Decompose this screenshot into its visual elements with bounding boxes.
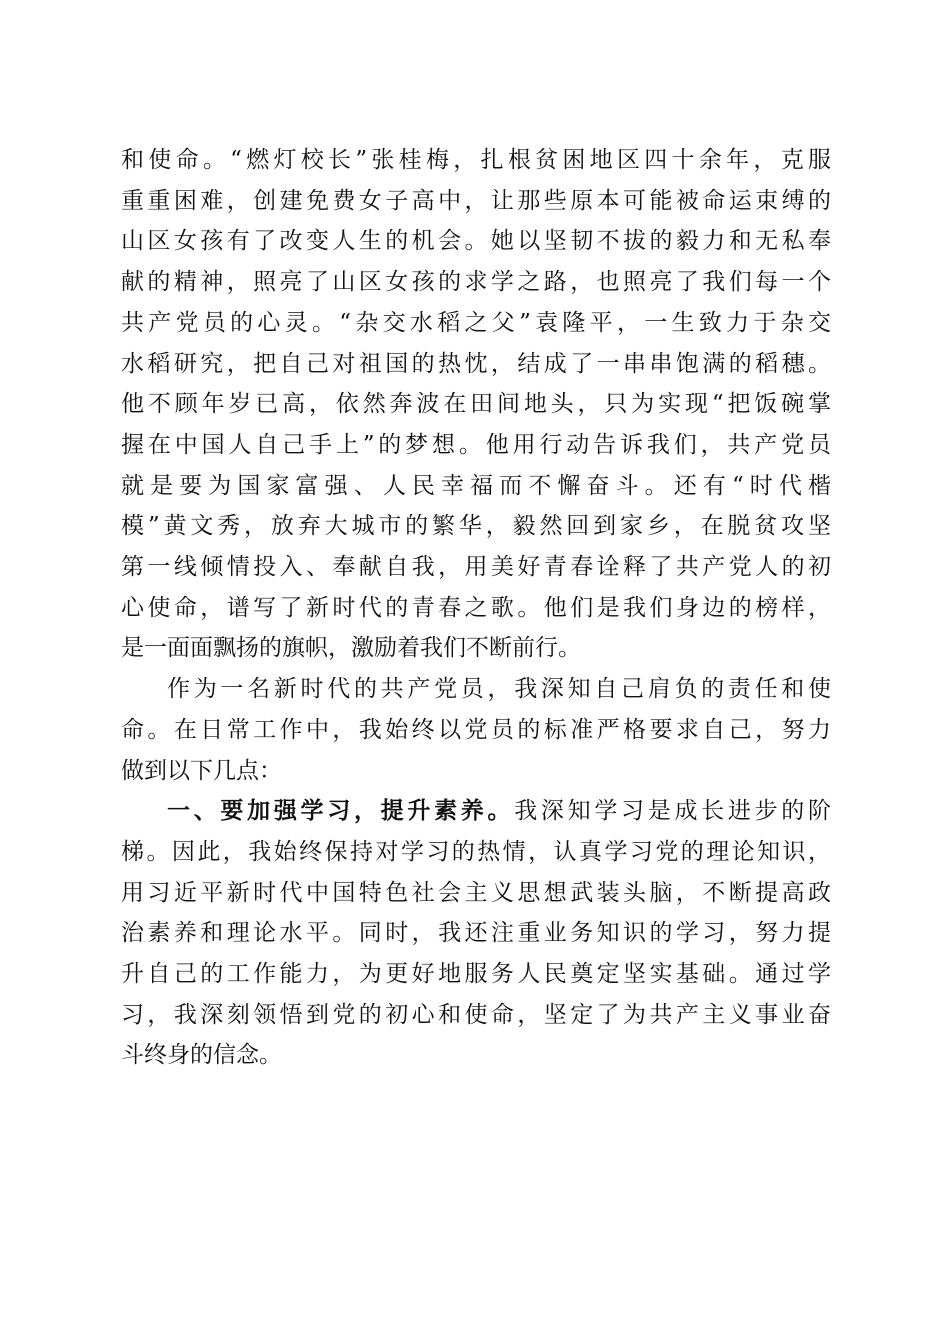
text-line: 他不顾年岁已高，依然奔波在田间地头，只为实现“把饭碗掌 (121, 391, 831, 418)
text-line: 治素养和理论水平。同时，我还注重业务知识的学习，努力提 (121, 920, 831, 947)
text-line: 共产党员的心灵。“杂交水稻之父”袁隆平，一生致力于杂交 (121, 309, 831, 336)
text-line: 作为一名新时代的共产党员，我深知自己肩负的责任和使 (167, 676, 831, 703)
text-line: 水稻研究，把自己对祖国的热忱，结成了一串串饱满的稻穗。 (121, 350, 831, 377)
text-line: 就是要为国家富强、人民幸福而不懈奋斗。还有“时代楷 (121, 472, 831, 499)
text-line: 第一线倾情投入、奉献自我，用美好青春诠释了共产党人的初 (121, 554, 831, 581)
text-line: 握在中国人自己手上”的梦想。他用行动告诉我们，共产党员 (121, 431, 831, 458)
body-text (121, 140, 831, 1076)
text-line: 重重困难，创建免费女子高中，让那些原本可能被命运束缚的 (121, 187, 831, 214)
paragraph-study (121, 791, 831, 1076)
paragraph-role-models (121, 140, 831, 669)
text-line: 梯。因此，我始终保持对学习的热情，认真学习党的理论知识， (121, 838, 831, 865)
text-line: 升自己的工作能力，为更好地服务人民奠定坚实基础。通过学 (121, 961, 831, 988)
text-line: 和使命。“燃灯校长”张桂梅，扎根贫困地区四十余年，克服 (121, 147, 831, 173)
text-line: 心使命，谱写了新时代的青春之歌。他们是我们身边的榜样， (121, 594, 831, 621)
section-heading: 一、要加强学习，提升素养。 (167, 798, 515, 825)
text-line: 模”黄文秀，放弃大城市的繁华，毅然回到家乡，在脱贫攻坚 (121, 513, 831, 540)
text-line-rest: 我深知学习是成长进步的阶 (514, 798, 832, 825)
text-line: 命。在日常工作中，我始终以党员的标准严格要求自己，努力 (121, 716, 831, 743)
text-line (121, 791, 831, 832)
text-line: 是一面面飘扬的旗帜，激励着我们不断前行。 (121, 635, 581, 662)
text-line: 做到以下几点： (121, 757, 282, 784)
text-line: 斗终身的信念。 (121, 1042, 282, 1069)
text-line: 用习近平新时代中国特色社会主义思想武装头脑，不断提高政 (121, 879, 831, 906)
text-line: 山区女孩有了改变人生的机会。她以坚韧不拔的毅力和无私奉 (121, 228, 831, 255)
text-line: 献的精神，照亮了山区女孩的求学之路，也照亮了我们每一个 (121, 269, 831, 296)
paragraph-responsibility (121, 669, 831, 791)
text-line: 习，我深刻领悟到党的初心和使命，坚定了为共产主义事业奋 (121, 1001, 831, 1028)
